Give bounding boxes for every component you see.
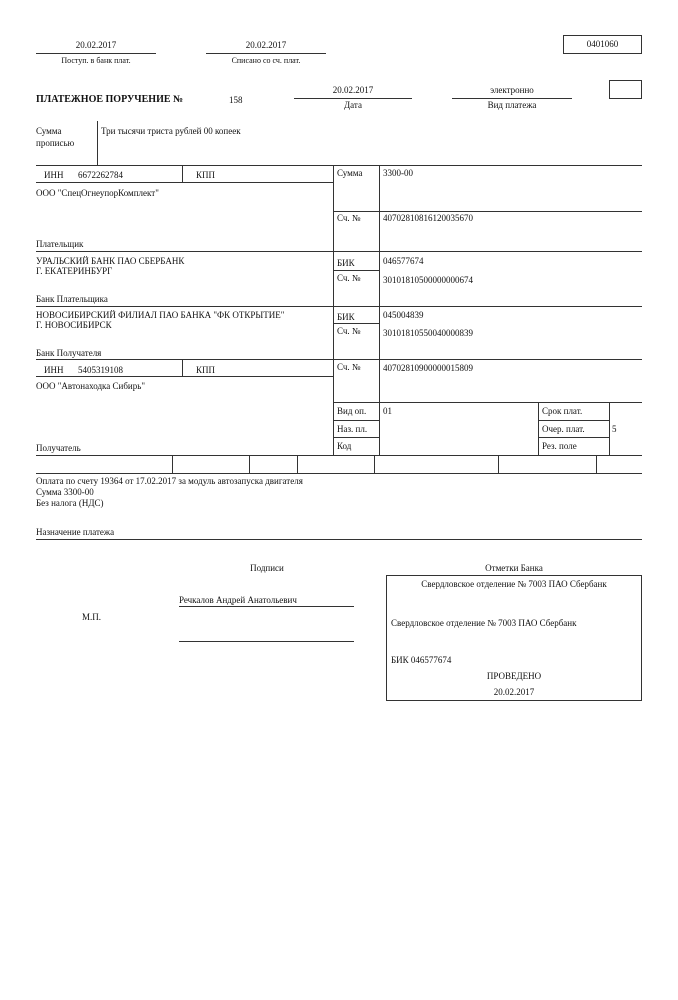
payee-bik: 045004839 [383, 310, 424, 320]
bank-status: ПРОВЕДЕНО [486, 671, 542, 681]
payer-amount: 3300-00 [383, 168, 413, 178]
payee-bank-name-1: НОВОСИБИРСКИЙ ФИЛИАЛ ПАО БАНКА "ФК ОТКРЫТИЕ" [36, 310, 285, 320]
payee-bank-account-label: Сч. № [337, 326, 361, 336]
received-date-line [36, 53, 156, 54]
payer-amount-label: Сумма [337, 168, 363, 178]
priority-label: Очер. плат. [542, 424, 585, 434]
col-line-right [379, 165, 380, 455]
debited-date-line [206, 53, 326, 54]
purpose-line-2: Сумма 3300-00 [36, 487, 94, 497]
signatures-label: Подписи [250, 563, 284, 573]
payer-inn-divider [182, 165, 183, 182]
tax-col-3 [297, 455, 298, 473]
document-title: ПЛАТЕЖНОЕ ПОРУЧЕНИЕ № [36, 94, 184, 105]
payer-account-label: Сч. № [337, 213, 361, 223]
col-line-left [333, 165, 334, 455]
received-label: Поступ. в банк плат. [61, 56, 131, 65]
payer-bik-label: БИК [337, 258, 355, 268]
line-payee-bank-bottom [36, 359, 642, 360]
payer-label: Плательщик [36, 239, 84, 249]
line-codes-top [333, 402, 642, 403]
payee-account: 40702810900000015809 [383, 363, 473, 373]
signature-line-2 [179, 641, 354, 642]
payer-inn: 6672262784 [78, 170, 123, 180]
payer-bank-account: 30101810500000000674 [383, 275, 473, 285]
signature-line-1 [179, 606, 354, 607]
code-label: Код [337, 441, 352, 451]
amount-words-divider [97, 121, 98, 165]
purpose-line-3: Без налога (НДС) [36, 498, 104, 508]
payee-bik-line [333, 323, 379, 324]
form-code: 0401060 [586, 39, 619, 49]
bank-branch-1: Свердловское отделение № 7003 ПАО Сбербанк [421, 579, 607, 589]
line-codes-left-2 [333, 437, 379, 438]
bank-marks-box [386, 575, 642, 701]
line-amount-row [333, 211, 642, 212]
document-date-line [294, 98, 412, 99]
op-type: 01 [383, 406, 392, 416]
stamp-place: М.П. [82, 612, 102, 622]
payer-bik: 046577674 [383, 256, 424, 266]
payee-bank-label: Банк Получателя [36, 348, 102, 358]
line-purpose-bottom [36, 539, 642, 540]
form-code-box [563, 35, 642, 54]
payee-inn-label: ИНН [44, 365, 64, 375]
line-codes-right-2 [538, 437, 609, 438]
payer-bank-name-2: Г. ЕКАТЕРИНБУРГ [36, 266, 113, 276]
line-amount-bottom [36, 165, 642, 166]
payer-bik-line [333, 270, 379, 271]
debited-label: Списано со сч. плат. [231, 56, 301, 65]
tax-col-6 [596, 455, 597, 473]
amount-words-value: Три тысячи триста рублей 00 копеек [101, 126, 241, 136]
payee-bik-label: БИК [337, 312, 355, 322]
line-codes-right-1 [538, 420, 609, 421]
tax-col-4 [374, 455, 375, 473]
line-tax-bottom [36, 473, 642, 474]
bank-date: 20.02.2017 [493, 687, 535, 697]
payment-type: электронно [490, 85, 534, 95]
amount-words-label: Сумма прописью [36, 126, 75, 148]
document-date: 20.02.2017 [332, 85, 374, 95]
bank-branch-2: Свердловское отделение № 7003 ПАО Сбербанк [391, 618, 577, 628]
bank-bik: БИК 046577674 [391, 655, 452, 665]
payer-account: 40702810816120035670 [383, 213, 473, 223]
payment-type-label: Вид платежа [487, 100, 537, 110]
payer-inn-row-line [36, 182, 333, 183]
term-label: Срок плат. [542, 406, 583, 416]
payee-label: Получатель [36, 443, 81, 453]
payee-name: ООО "Автонаходка Сибирь" [36, 381, 146, 391]
col-line-codes-mid [538, 402, 539, 455]
col-line-codes-right [609, 402, 610, 455]
purpose-code-label: Наз. пл. [337, 424, 368, 434]
payee-inn-divider [182, 359, 183, 376]
payee-inn-row-line [36, 376, 333, 377]
payee-inn: 5405319108 [78, 365, 123, 375]
purpose-label: Назначение платежа [36, 527, 115, 537]
purpose-line-1: Оплата по счету 19364 от 17.02.2017 за модуль автозапуска двигателя [36, 476, 303, 486]
payment-type-line [452, 98, 572, 99]
payer-bank-account-label: Сч. № [337, 273, 361, 283]
tax-col-5 [498, 455, 499, 473]
payer-name: ООО "СпецОгнеупорКомплект" [36, 188, 159, 198]
document-date-label: Дата [344, 100, 362, 110]
payee-kpp-label: КПП [196, 365, 216, 375]
tax-col-2 [249, 455, 250, 473]
signer-name: Речкалов Андрей Анатольевич [179, 595, 297, 605]
payee-bank-name-2: Г. НОВОСИБИРСК [36, 320, 112, 330]
payee-bank-account: 30101810550040000839 [383, 328, 473, 338]
document-number: 158 [229, 95, 243, 105]
line-payee-bottom [36, 455, 642, 456]
payer-bank-label: Банк Плательщика [36, 294, 108, 304]
reserve-label: Рез. поле [542, 441, 577, 451]
payer-inn-label: ИНН [44, 170, 64, 180]
bank-marks-label: Отметки Банка [485, 563, 543, 573]
status-box [609, 80, 642, 99]
priority-value: 5 [612, 424, 617, 434]
op-type-label: Вид оп. [337, 406, 367, 416]
tax-col-1 [172, 455, 173, 473]
line-payer-bank-bottom [36, 306, 642, 307]
payer-bank-name-1: УРАЛЬСКИЙ БАНК ПАО СБЕРБАНК [36, 256, 185, 266]
line-payer-bottom [36, 251, 642, 252]
received-date: 20.02.2017 [75, 40, 117, 50]
payee-account-label: Сч. № [337, 362, 361, 372]
line-codes-left-1 [333, 420, 379, 421]
debited-date: 20.02.2017 [245, 40, 287, 50]
payer-kpp-label: КПП [196, 170, 216, 180]
